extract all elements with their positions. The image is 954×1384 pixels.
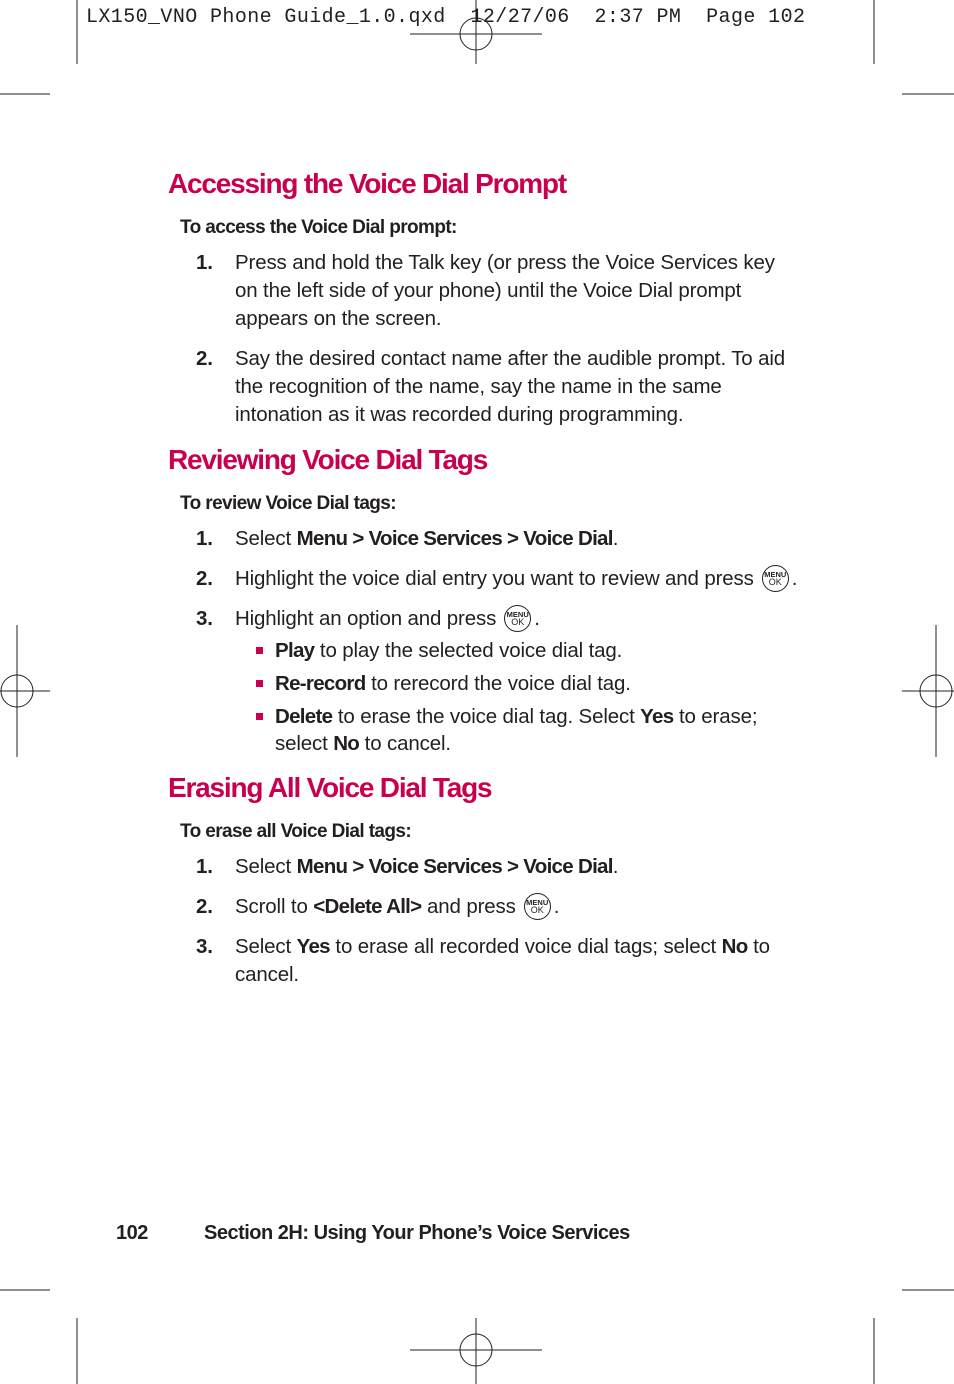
option-label: Delete bbox=[275, 705, 333, 728]
registration-mark-left bbox=[0, 625, 50, 757]
step-text: Press and hold the Talk key (or press the Voice Services key on the left side of your phone) until the Voice Dial prompt appears on the screen. bbox=[235, 251, 775, 330]
step-number: 2. bbox=[196, 567, 213, 590]
step-item bbox=[168, 893, 798, 921]
menu-path: Menu > Voice Services > Voice Dial bbox=[296, 855, 613, 878]
step-text: Highlight an option and press bbox=[235, 607, 497, 630]
step-text-end: . bbox=[791, 567, 798, 590]
lead-erasing: To erase all Voice Dial tags: bbox=[180, 821, 412, 842]
heading-erasing-all-voice-dial-tags: Erasing All Voice Dial Tags bbox=[168, 772, 492, 803]
step-text: Select bbox=[235, 527, 297, 550]
key-label-bottom: OK bbox=[511, 617, 525, 627]
slug-date: 12/27/06 bbox=[470, 6, 570, 29]
page-footer bbox=[116, 1222, 630, 1245]
no-label: No bbox=[721, 935, 748, 958]
step-text: to erase all recorded voice dial tags; select bbox=[329, 935, 722, 958]
menu-path: Menu > Voice Services > Voice Dial bbox=[296, 527, 613, 550]
step-item bbox=[168, 249, 798, 333]
step-number: 2. bbox=[196, 347, 213, 370]
step-item bbox=[168, 933, 798, 989]
lead-reviewing: To review Voice Dial tags: bbox=[180, 493, 396, 514]
step-text-end: . bbox=[534, 607, 540, 630]
key-label-bottom: OK bbox=[768, 577, 782, 587]
bullet-icon bbox=[256, 713, 263, 720]
slug-time: 2:37 PM bbox=[594, 6, 682, 29]
bullet-icon bbox=[256, 680, 263, 687]
step-item bbox=[168, 345, 798, 429]
step-number: 1. bbox=[196, 251, 213, 274]
step-text: and press bbox=[421, 895, 516, 918]
option-play bbox=[235, 637, 798, 664]
option-label: Play bbox=[275, 639, 315, 662]
slug-page: Page 102 bbox=[706, 6, 806, 29]
print-slug bbox=[86, 6, 805, 29]
option-re-record bbox=[235, 670, 798, 697]
step-number: 1. bbox=[196, 527, 213, 550]
key-label-top: MENU bbox=[506, 610, 529, 619]
step-item bbox=[168, 565, 798, 593]
step-text: Select bbox=[235, 935, 297, 958]
key-label-top: MENU bbox=[526, 898, 549, 907]
option-text: to play the selected voice dial tag. bbox=[314, 639, 623, 662]
step-text-end: . bbox=[612, 527, 619, 550]
option-delete bbox=[235, 703, 798, 757]
yes-label: Yes bbox=[296, 935, 330, 958]
step-number: 3. bbox=[196, 607, 213, 630]
steps-reviewing bbox=[168, 525, 798, 757]
footer-section-title: Section 2H: Using Your Phone’s Voice Services bbox=[204, 1222, 630, 1244]
no-label: No bbox=[333, 732, 360, 755]
step-text: Scroll to bbox=[235, 895, 314, 918]
step-text-end: . bbox=[612, 855, 619, 878]
option-text: to rerecord the voice dial tag. bbox=[365, 672, 631, 695]
steps-erasing bbox=[168, 853, 798, 989]
step-item bbox=[168, 525, 798, 553]
bullet-icon bbox=[256, 647, 263, 654]
delete-all-label: <Delete All> bbox=[313, 895, 422, 918]
heading-reviewing-voice-dial-tags: Reviewing Voice Dial Tags bbox=[168, 444, 488, 475]
step-number: 2. bbox=[196, 895, 213, 918]
steps-accessing bbox=[168, 249, 798, 429]
menu-ok-key-icon bbox=[504, 605, 531, 632]
yes-label: Yes bbox=[640, 705, 674, 728]
menu-ok-key-icon bbox=[524, 893, 551, 920]
option-text: to cancel. bbox=[359, 732, 451, 755]
step-item bbox=[168, 853, 798, 881]
step-text-end: . bbox=[553, 895, 560, 918]
slug-file: LX150_VNO Phone Guide_1.0.qxd bbox=[86, 6, 446, 29]
option-text: to erase; select bbox=[275, 705, 758, 755]
step-number: 3. bbox=[196, 935, 213, 958]
page-number: 102 bbox=[116, 1222, 148, 1244]
step-text: Select bbox=[235, 855, 297, 878]
option-label: Re-record bbox=[275, 672, 366, 695]
key-label-top: MENU bbox=[764, 570, 787, 579]
options-list bbox=[235, 637, 798, 757]
registration-mark-right bbox=[902, 625, 954, 757]
registration-mark-bottom bbox=[410, 1318, 542, 1384]
lead-accessing: To access the Voice Dial prompt: bbox=[180, 217, 457, 238]
page-content bbox=[168, 165, 798, 1001]
step-text: Highlight the voice dial entry you want to review and press bbox=[235, 567, 754, 590]
step-item bbox=[168, 605, 798, 757]
step-text-end: to cancel. bbox=[235, 935, 770, 986]
key-label-bottom: OK bbox=[530, 905, 544, 915]
menu-ok-key-icon bbox=[762, 565, 789, 592]
heading-accessing-voice-dial-prompt: Accessing the Voice Dial Prompt bbox=[168, 168, 566, 199]
step-text: Say the desired contact name after the audible prompt. To aid the recognition of the name, say the name in the same intonation as it was recorded during programming. bbox=[235, 347, 786, 426]
step-number: 1. bbox=[196, 855, 213, 878]
option-text: to erase the voice dial tag. Select bbox=[332, 705, 641, 728]
